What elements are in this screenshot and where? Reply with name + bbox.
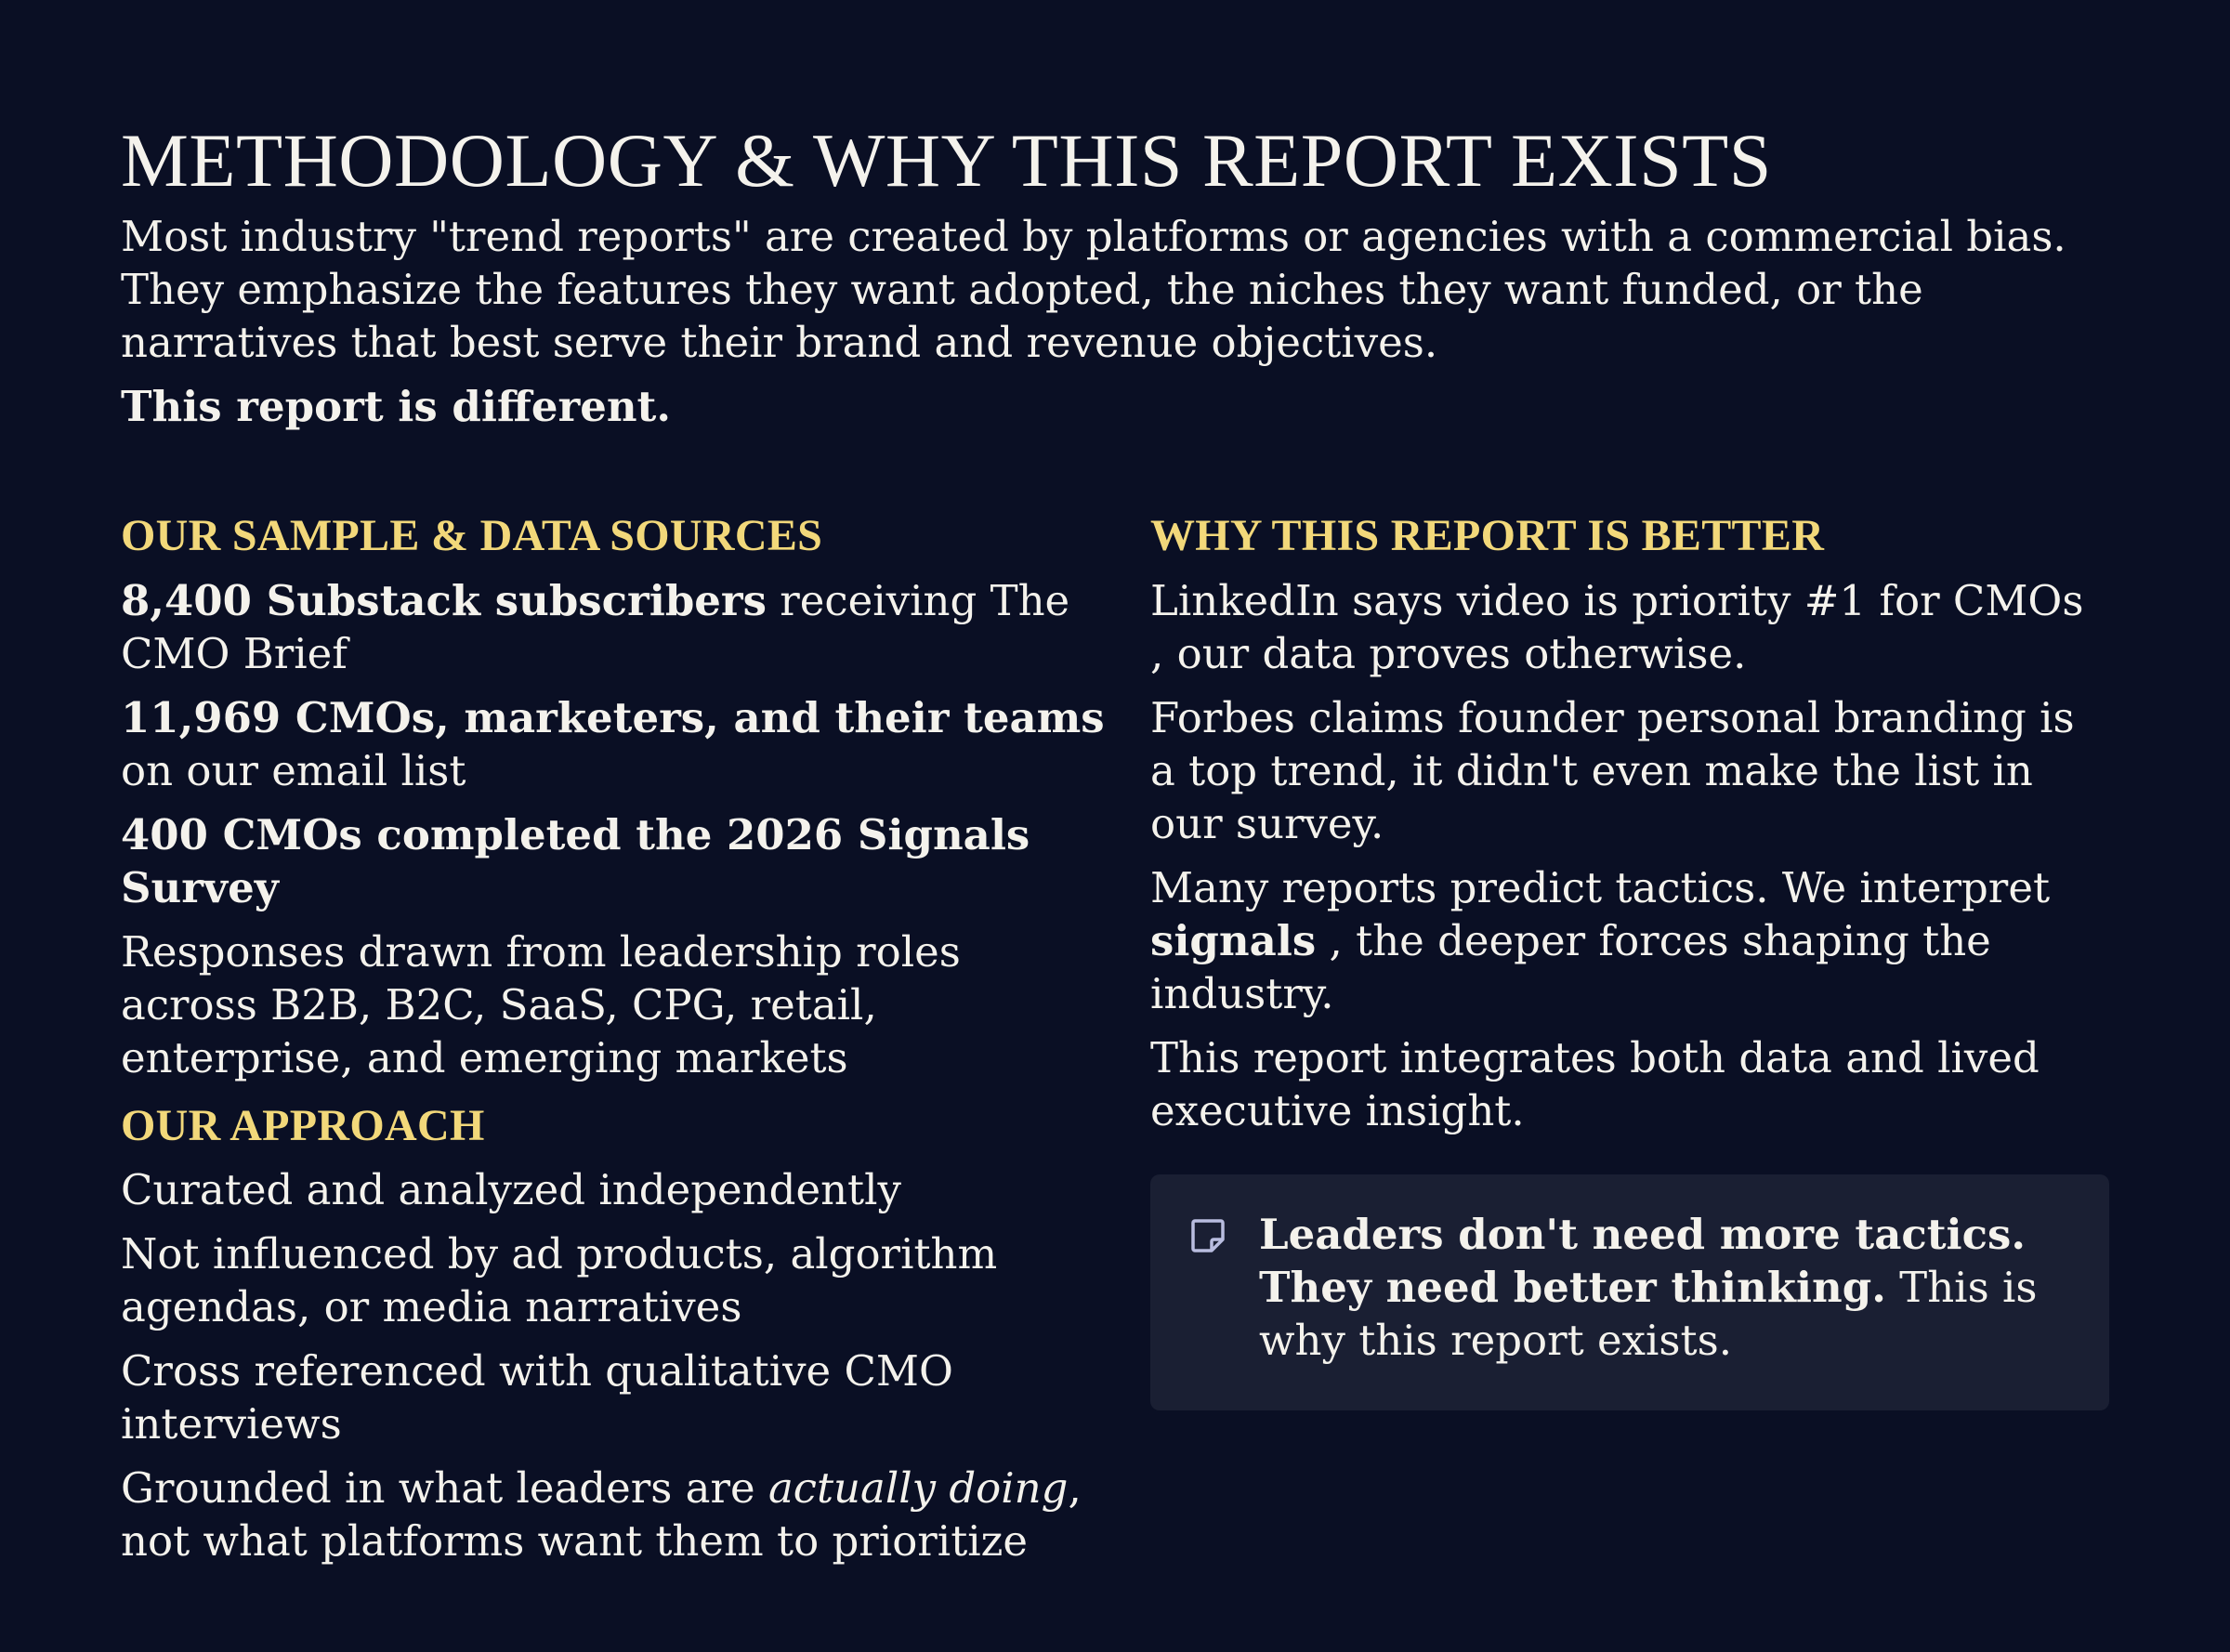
better-item-text: , the deeper forces shaping the industry. — [1150, 915, 1991, 1018]
sample-item — [121, 574, 1106, 680]
approach-item: Cross referenced with qualitative CMO interviews — [121, 1346, 953, 1449]
better-item-bold: signals — [1150, 915, 1317, 965]
approach-item-italic: actually doing — [767, 1463, 1069, 1514]
page-title: METHODOLOGY & WHY THIS REPORT EXISTS — [121, 118, 1772, 203]
sample-item-text: on our email list — [121, 745, 466, 795]
sample-item — [121, 691, 1106, 797]
approach-item — [121, 1462, 1106, 1567]
better-item-text: Many reports predict tactics. We interpret — [1150, 862, 2051, 912]
approach-item: Not influenced by ad products, algorithm agendas, or media narratives — [121, 1229, 998, 1332]
approach-item: Curated and analyzed independently — [121, 1165, 901, 1215]
callout-rest: This is why this report exists. — [1259, 1262, 2038, 1365]
callout-bold: Leaders don't need more tactics. They need better thinking. — [1259, 1209, 2027, 1312]
approach-item-text: , not what platforms want them to prioritize — [121, 1463, 1082, 1567]
sample-item — [121, 925, 1106, 1084]
sample-item-bold: 11,969 CMOs, marketers, and their teams — [121, 692, 1105, 742]
sample-item-bold: 8,400 Substack subscribers — [121, 575, 767, 625]
sample-item-text: Responses drawn from leadership roles across B2B, B2C, SaaS, CPG, retail, enterprise, and emerging markets — [121, 926, 961, 1082]
intro-emphasis: This report is different. — [121, 382, 672, 432]
callout-text — [1259, 1208, 2077, 1367]
sample-item — [121, 808, 1106, 914]
note-icon — [1189, 1217, 1226, 1254]
left-column — [121, 509, 1106, 1567]
approach-item-text: Grounded in what leaders are — [121, 1463, 768, 1514]
better-item: LinkedIn says video is priority #1 for CMOs , our data proves otherwise. — [1150, 575, 2084, 678]
page — [121, 118, 2109, 1567]
intro-paragraph: Most industry "trend reports" are created by platforms or agencies with a commercial bias. They emphasize the features they want adopted, the niches they want funded, or the narratives that best serve their brand and revenue objectives. — [121, 212, 2066, 368]
right-column — [1150, 509, 2109, 1410]
sample-item-bold: 400 CMOs completed the 2026 Signals Survey — [121, 809, 1030, 912]
callout-box — [1150, 1174, 2109, 1410]
sample-heading: OUR SAMPLE & DATA SOURCES — [121, 511, 823, 560]
better-item — [1150, 861, 2109, 1020]
sample-item-text: receiving The CMO Brief — [121, 575, 1070, 678]
better-item: Forbes claims founder personal branding is a top trend, it didn't even make the list in our survey. — [1150, 692, 2075, 848]
approach-heading: OUR APPROACH — [121, 1100, 485, 1150]
better-heading: WHY THIS REPORT IS BETTER — [1150, 511, 1825, 560]
better-item: This report integrates both data and lived executive insight. — [1150, 1032, 2040, 1135]
